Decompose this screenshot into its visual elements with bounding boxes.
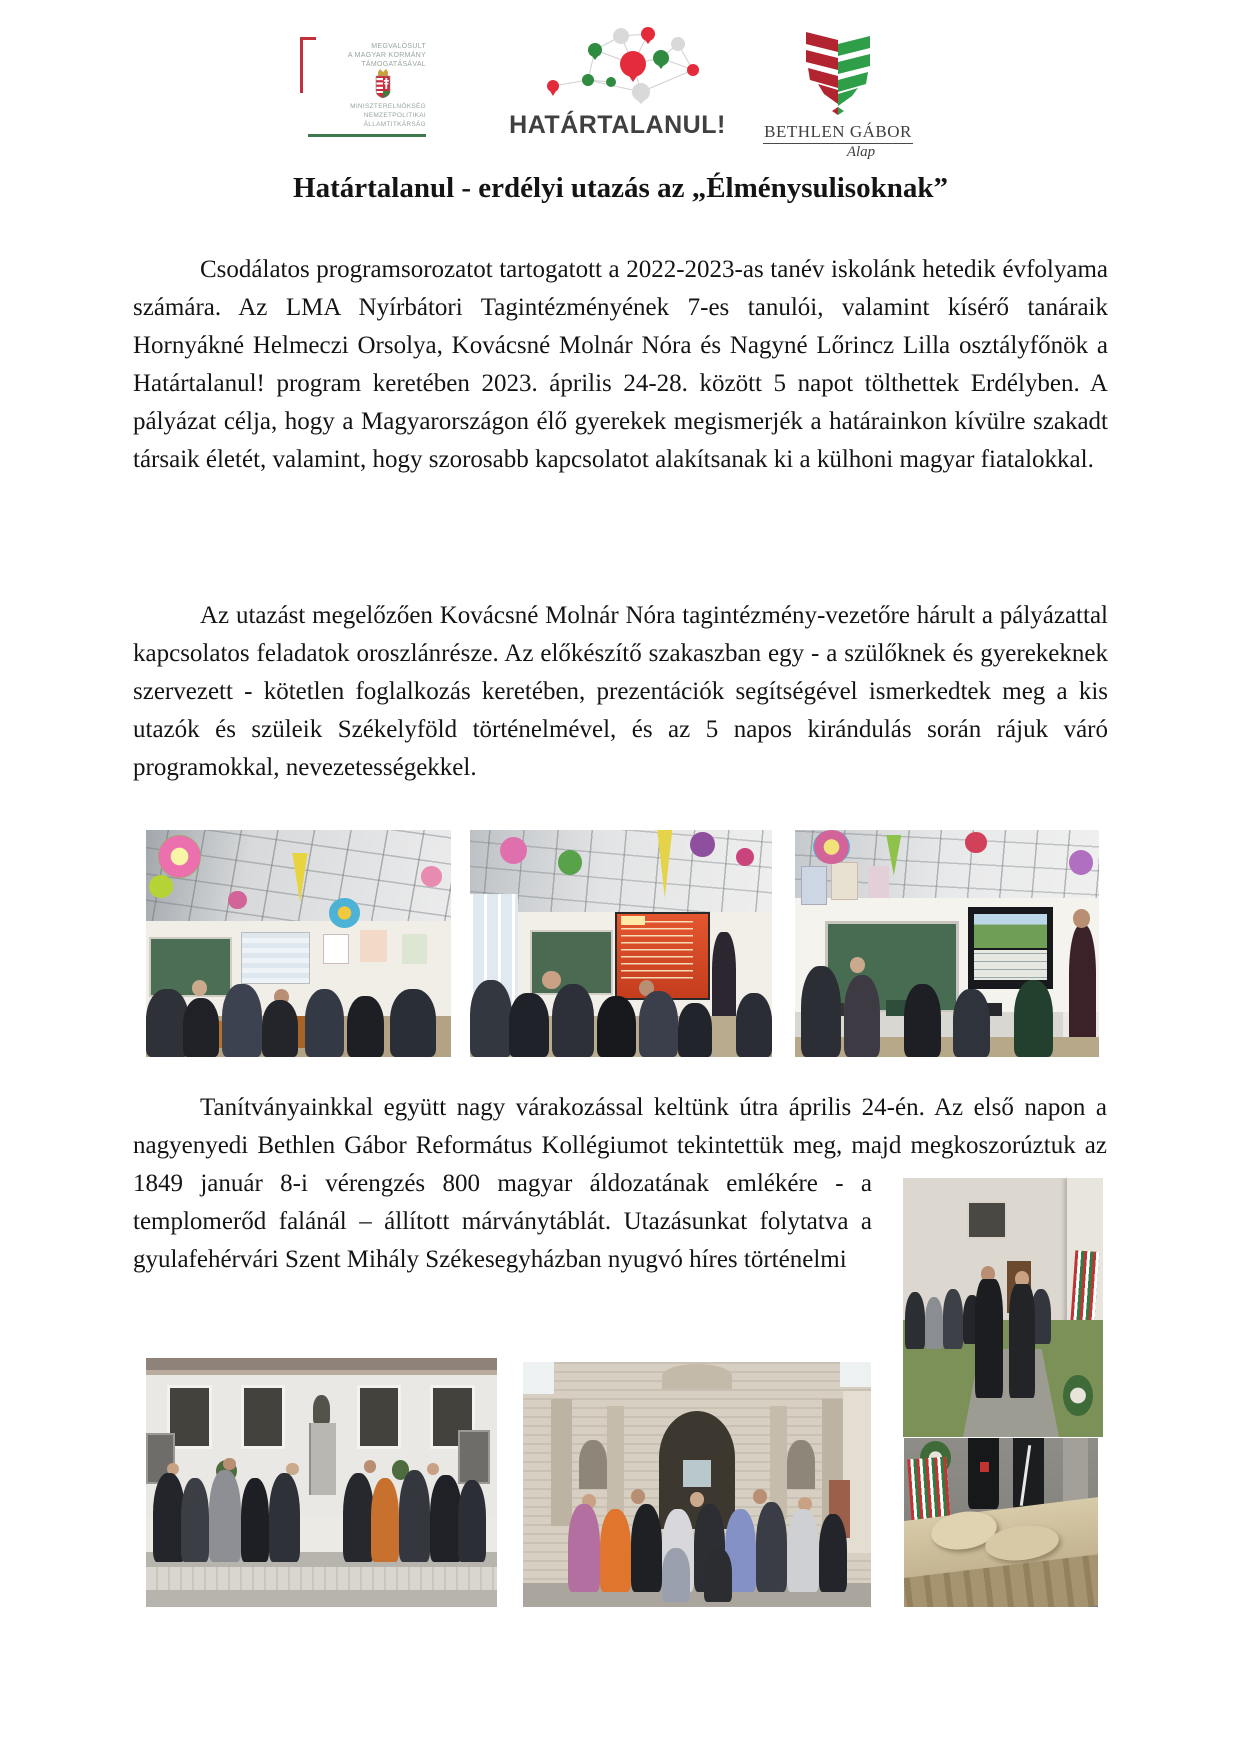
gov-logo-caption-top: MEGVALÓSULT A MAGYAR KORMÁNY TÁMOGATÁSÁVAL — [347, 43, 426, 68]
photo-classroom-3 — [795, 830, 1099, 1057]
logo-green-base-line — [308, 134, 426, 137]
logo-red-frame-line — [300, 37, 303, 93]
paragraph-3: Tanítványainkkal együtt nagy várakozással keltünk útra április 24-én. Az első napon a nagyenyedi Bethlen Gábor Református Kollégiumot tekintettük meg, majd megkoszorúztuk az 1849 január 8-i vérengzés 800 magyar áldozatának emlékére - a templomerőd falánál – állított márványtáblát. Utazásunkat folytatva a gyulafehérvári Szent Mihály Székesegyházban nyugvó híres történelmi — [133, 1089, 1108, 1405]
photo-classroom-2 — [470, 830, 772, 1057]
bethlen-logo-alap: Alap — [846, 144, 876, 160]
text-wrap-spacer — [1107, 1089, 1108, 1175]
government-support-logo — [300, 33, 426, 137]
bethlen-gabor-alap-logo — [752, 28, 924, 161]
bethlen-logo-name: BETHLEN GÁBOR — [764, 122, 912, 141]
balloon-network-icon — [533, 24, 703, 104]
hungarian-coat-of-arms-icon — [373, 69, 393, 99]
bethlen-shield-icon — [800, 28, 876, 116]
logo-red-frame-corner — [300, 37, 316, 40]
hatartalanul-logo — [505, 24, 730, 140]
hatartalanul-wordmark: HATÁRTALANUL! — [509, 111, 726, 139]
paragraph-2: Az utazást megelőzően Kovácsné Molnár Nóra tagintézmény-vezetőre hárult a pályázattal kapcsolatos feladatok oroszlánrésze. Az előkészítő szakaszban egy - a szülőknek és gyerekeknek szervezett - kötetlen foglalkozás keretében, prezentációk segítségével ismerkedtek meg a kis utazók és szüleik Székelyföld történelmével, és az 5 napos kirándulás során rájuk váró programokkal, nevezetességekkel. — [133, 602, 1108, 781]
photo-memorial-wall — [903, 1178, 1103, 1437]
photo-sarcophagus — [904, 1438, 1098, 1607]
gov-logo-caption-bottom: MINISZTERELNÖKSÉG NEMZETPOLITIKAI ÁLLAMTITKÁRSÁG — [350, 103, 426, 128]
paragraph-1: Csodálatos programsorozatot tartogatott a 2022-2023-as tanév iskolánk hetedik évfolyama számára. Az LMA Nyírbátori Tagintézményének 7-es tanulói, valamint kísérő tanáraik Hornyákné Helmeczi Orsolya, Kovácsné Molnár Nóra és Nagyné Lőrincz Lilla osztályfőnök a Határtalanul! program keretében 2023. április 24-28. között 5 napot tölthettek Erdélyben. A pályázat célja, hogy a Magyarországon élő gyerekek megismerjék a határainkon kívülre szakadt társaik életét, valamint, hogy szorosabb kapcsolatot alakítsanak ki a külhoni magyar fiatalokkal. — [133, 256, 1108, 473]
photo-fortress-gate-group — [523, 1362, 871, 1607]
photo-classroom-1 — [146, 830, 451, 1057]
photo-courtyard-group — [146, 1358, 497, 1607]
page-title: Határtalanul - erdélyi utazás az „Élménysulisoknak” — [293, 172, 948, 204]
